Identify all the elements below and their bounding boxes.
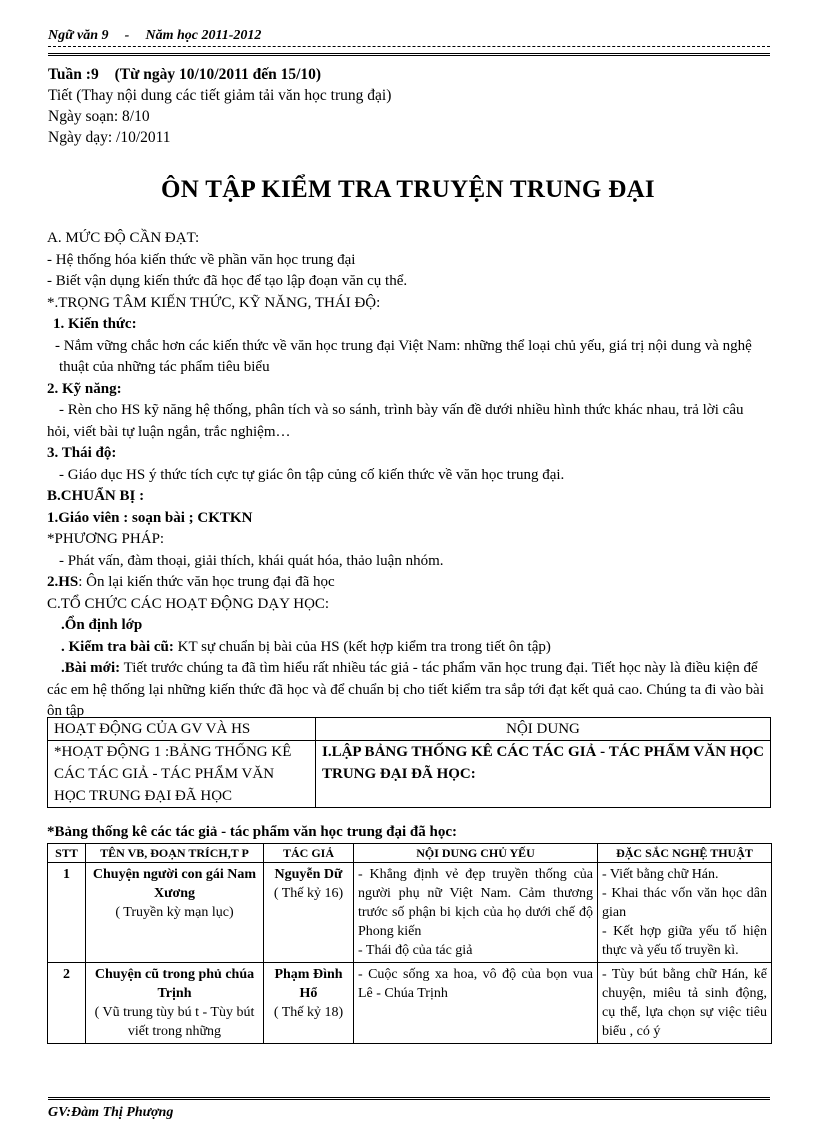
week-label: Tuần :9 [48, 66, 99, 83]
work-cell [86, 963, 264, 1044]
new-lesson-text: Tiết trước chúng ta đã tìm hiểu rất nhiều tác giả - tác phẩm văn học trung đại. Tiết học này là điều kiện để các em hệ thống lại những kiến thức đã học và để chuẩn bị cho tiết kiểm tra sắp tới đạt kết quả cao. Chúng ta đi vào bài ôn tập [47, 660, 764, 719]
header-dashed-rule [48, 46, 770, 47]
skills-text: - Rèn cho HS kỹ năng hệ thống, phân tích và so sánh, trình bày vấn đề dưới nhiều hình thức khác nhau, trả lời câu hỏi, viết bài tự luận ngắn, trắc nghiệm… [47, 402, 744, 440]
week-line [48, 64, 391, 85]
skills-heading: 2. Kỹ năng: [47, 380, 122, 397]
art-cell [598, 963, 772, 1044]
page-title: ÔN TẬP KIỂM TRA TRUYỆN TRUNG ĐẠI [161, 176, 655, 203]
new-lesson-label: .Bài mới: [61, 660, 121, 676]
teacher-prep: 1.Giáo viên : soạn bài ; CKTKN [47, 509, 253, 526]
content-cell [354, 863, 598, 963]
taught-date: Ngày dạy: /10/2011 [48, 129, 171, 146]
header-separator: - [124, 28, 130, 43]
class-order: .Ổn định lớp [61, 617, 143, 633]
stats-table [47, 843, 772, 1044]
header-year: Năm học 2011-2012 [145, 28, 262, 43]
header-subject: Ngữ văn 9 [48, 28, 109, 43]
week-dates: (Từ ngày 10/10/2011 đến 15/10) [114, 66, 322, 83]
student-prep-label: 2.HS [47, 574, 79, 590]
header-double-rule [48, 53, 770, 56]
content-item: - Thái độ của tác giả [358, 943, 473, 958]
table-row [48, 863, 772, 963]
content-cell [354, 963, 598, 1044]
activity-col-content: NỘI DUNG [316, 718, 771, 741]
activity-row [48, 741, 771, 808]
stats-table-title: *Bảng thống kê các tác giả - tác phẩm văn học trung đại đã học: [47, 824, 458, 840]
work-note: ( Vũ trung tùy bú t - Tùy bút viết trong những [94, 1005, 255, 1039]
lesson-line: Tiết (Thay nội dung các tiết giảm tải văn học trung đại) [48, 87, 392, 104]
section-a-item: - Hệ thống hóa kiến thức về phần văn học trung đại [47, 251, 356, 268]
stats-col-header: TÊN VB, ĐOẠN TRÍCH,T P [86, 844, 264, 863]
knowledge-text: - Nắm vững chắc hơn các kiến thức về văn học trung đại Việt Nam: những thể loại chủ yếu, giá trị nội dung và nghệ thuật của những tác phẩm tiêu biểu [55, 337, 752, 375]
stats-col-header: TÁC GIẢ [264, 844, 354, 863]
work-cell [86, 863, 264, 963]
old-lesson-check [47, 637, 769, 659]
section-b-heading: B.CHUẨN BỊ : [47, 488, 145, 504]
author-cell [264, 963, 354, 1044]
stats-col-header: STT [48, 844, 86, 863]
author-name: Phạm Đình Hổ [274, 967, 343, 1001]
student-prep [47, 572, 769, 594]
page-header [48, 28, 261, 44]
art-item: - Khai thác vốn văn học dân gian [602, 886, 767, 920]
content-item: - Cuộc sống xa hoa, vô độ của bọn vua Lê - Chúa Trịnh [358, 967, 593, 1001]
lesson-meta [48, 64, 391, 148]
footer-teacher: GV:Đàm Thị Phượng [48, 1105, 174, 1120]
old-lesson-label: . Kiểm tra bài cũ: [61, 638, 174, 655]
section-a-item: - Biết vận dụng kiến thức đã học để tạo lập đoạn văn cụ thể. [47, 273, 408, 289]
art-item: - Tùy bút bằng chữ Hán, kể chuyện, miêu tả sinh động, cụ thể, lựa chọn sự việc tiêu biểu , có ý [602, 967, 767, 1039]
author-name: Nguyễn Dữ [274, 867, 343, 882]
section-c-heading: C.TỔ CHỨC CÁC HOẠT ĐỘNG DẠY HỌC: [47, 595, 330, 612]
focus-heading: *.TRỌNG TÂM KIẾN THỨC, KỸ NĂNG, THÁI ĐỘ: [47, 294, 381, 311]
stats-header-row [48, 844, 772, 863]
work-title: Chuyện người con gái Nam Xương [92, 867, 257, 901]
method-text: - Phát vấn, đàm thoại, giải thích, khái quát hóa, thảo luận nhóm. [59, 552, 444, 569]
stats-col-header: NỘI DUNG CHỦ YẾU [354, 844, 598, 863]
art-item: - Kết hợp giữa yếu tố hiện thực và yếu tố truyền kì. [602, 924, 767, 958]
art-cell [598, 863, 772, 963]
knowledge-heading: 1. Kiến thức: [53, 316, 137, 332]
activity-table [47, 717, 771, 808]
table-row [48, 963, 772, 1044]
method-heading: *PHƯƠNG PHÁP: [47, 531, 165, 547]
new-lesson [47, 658, 769, 723]
row-number: 1 [48, 863, 86, 963]
activity-right-cell: I.LẬP BẢNG THỐNG KÊ CÁC TÁC GIẢ - TÁC PHẨM VĂN HỌC TRUNG ĐẠI ĐÃ HỌC: [316, 741, 771, 808]
work-note: ( Truyền kỳ mạn lục) [115, 905, 234, 920]
attitude-text: - Giáo dục HS ý thức tích cực tự giác ôn tập củng cố kiến thức về văn học trung đại. [59, 466, 565, 483]
author-note: ( Thế kỷ 16) [273, 886, 344, 901]
stats-col-header: ĐẶC SẮC NGHỆ THUẬT [598, 844, 772, 863]
content-item: - Khẳng định vẻ đẹp truyền thống của người phụ nữ Việt Nam. Cảm thương trước số phận bi kịch của họ dưới chế độ Phong kiến [358, 867, 593, 939]
activity-col-teacher: HOẠT ĐỘNG CỦA GV VÀ HS [48, 718, 316, 741]
activity-left-cell: *HOẠT ĐỘNG 1 :BẢNG THỐNG KÊ CÁC TÁC GIẢ - TÁC PHẨM VĂN HỌC TRUNG ĐẠI ĐÃ HỌC [48, 741, 316, 808]
row-number: 2 [48, 963, 86, 1044]
author-note: ( Thế kỷ 18) [273, 1005, 344, 1020]
footer-double-rule [48, 1097, 770, 1100]
prepared-date: Ngày soạn: 8/10 [48, 108, 150, 125]
old-lesson-text: KT sự chuẩn bị bài của HS (kết hợp kiểm tra trong tiết ôn tập) [173, 638, 551, 655]
section-a-heading: A. MỨC ĐỘ CẦN ĐẠT: [47, 230, 200, 246]
work-title: Chuyện cũ trong phủ chúa Trịnh [94, 967, 255, 1001]
student-prep-text: : Ôn lại kiến thức văn học trung đại đã học [78, 574, 335, 590]
activity-header-row [48, 718, 771, 741]
lesson-body [47, 228, 769, 723]
author-cell [264, 863, 354, 963]
attitude-heading: 3. Thái độ: [47, 445, 117, 461]
art-item: - Viết bằng chữ Hán. [602, 867, 719, 882]
